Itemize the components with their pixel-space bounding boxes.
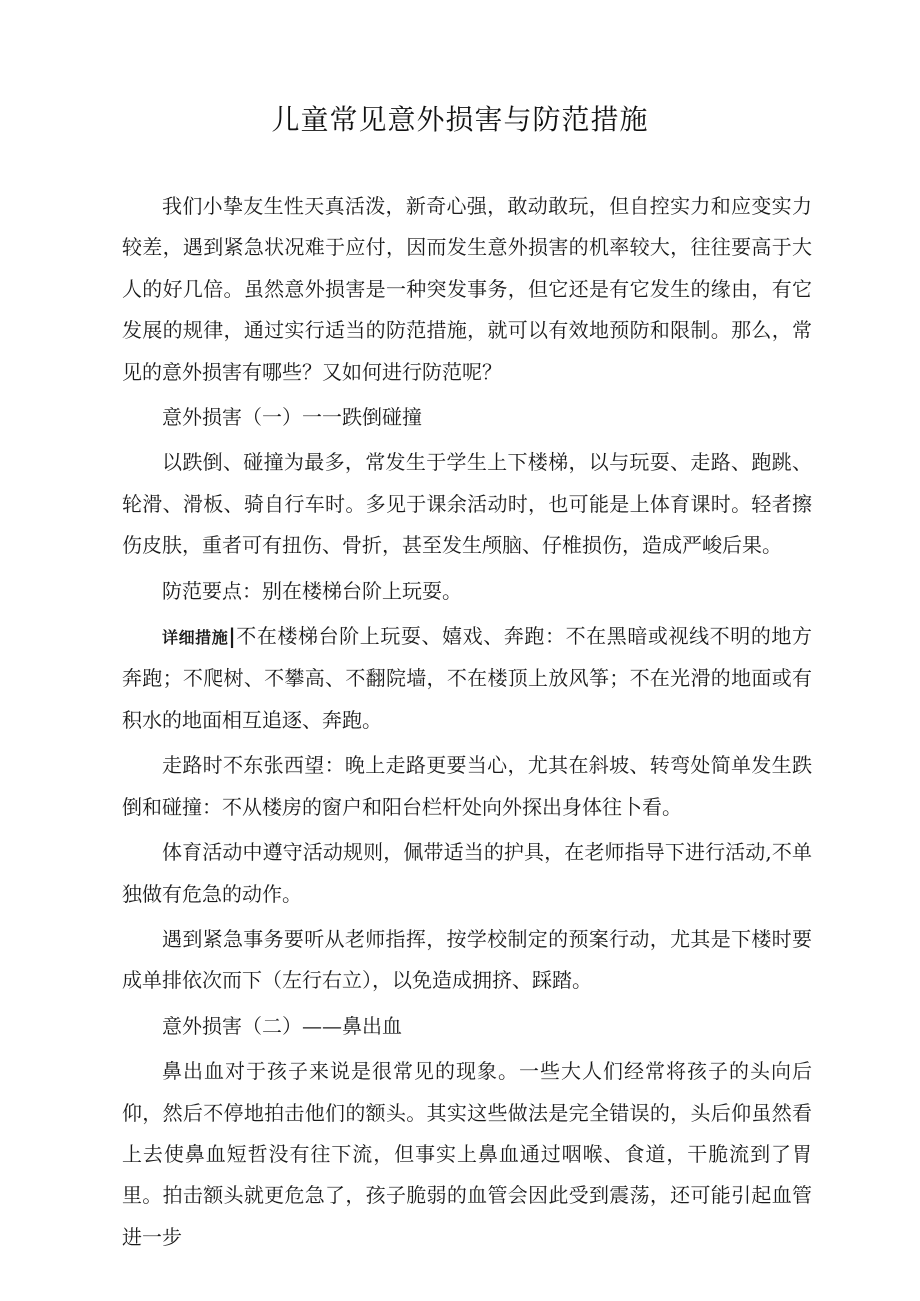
page-title: 儿童常见意外损害与防范措施 <box>271 103 649 136</box>
detailed-measures-paragraph <box>122 616 812 741</box>
section-heading-1: 意外损害（一）一一跌倒碰撞 <box>162 405 422 430</box>
prevention-point-paragraph: 防范要点：别在楼梯台阶上玩耍。 <box>162 578 462 603</box>
nosebleed-paragraph: 鼻出血对于孩子来说是很常见的现象。一些大人们经常将孩子的头向后仰，然后不停地拍击他们的额头。其实这些做法是完全错误的，头后仰虽然看上去使鼻血短哲没有往下流，但事实上鼻血通过咽喉、食道，干脆流到了胃里。拍击额头就更危急了，孩子脆弱的血管会因此受到震荡，还可能引起血管进一步 <box>122 1059 812 1249</box>
emergency-paragraph: 遇到紧急事务要听从老师指挥，按学校制定的预案行动，尤其是下楼时要成单排依次而下（左行右立），以免造成拥挤、踩踏。 <box>122 926 812 993</box>
detailed-measures-separator: | <box>228 624 236 649</box>
section-heading-2: 意外损害（二）——鼻出血 <box>162 1013 402 1038</box>
walking-paragraph: 走路时不东张西望：晚上走路更要当心，尤其在斜坡、转弯处简单发生跌倒和碰撞：不从楼房的窗户和阳台栏杆处向外探出身体往卜看。 <box>122 753 812 819</box>
document-body <box>122 186 812 1262</box>
detailed-measures-text: 不在楼梯台阶上玩耍、嬉戏、奔跑：不在黑暗或视线不明的地方奔跑；不爬树、不攀高、不翻院墙，不在楼顶上放风筝；不在光滑的地面或有积水的地面相互追逐、奔跑。 <box>122 624 812 732</box>
fall-description-paragraph: 以跌倒、碰撞为最多，常发生于学生上下楼梯，以与玩耍、走路、跑跳、轮滑、滑板、骑自行车时。多见于课余活动时，也可能是上体育课时。轻者擦伤皮肤，重者可有扭伤、骨折，甚至发生颅脑、仔椎损伤，造成严峻后果。 <box>122 450 812 558</box>
intro-paragraph: 我们小挚友生性天真活泼，新奇心强，敢动敢玩，但自控实力和应变实力较差，遇到紧急状况难于应付，因而发生意外损害的机率较大，往往要高于大人的好几倍。虽然意外损害是一种突发事务，但它还是有它发生的缘由，有它发展的规律，通过实行适当的防范措施，就可以有效地预防和限制。那么，常见的意外损害有哪些？又如何进行防范呢？ <box>122 194 812 384</box>
sports-paragraph: 体育活动中遵守活动规则，佩带适当的护具，在老师指导下进行活动,不单独做有危急的动作。 <box>122 840 812 906</box>
detailed-measures-label: 详细措施 <box>162 628 229 648</box>
